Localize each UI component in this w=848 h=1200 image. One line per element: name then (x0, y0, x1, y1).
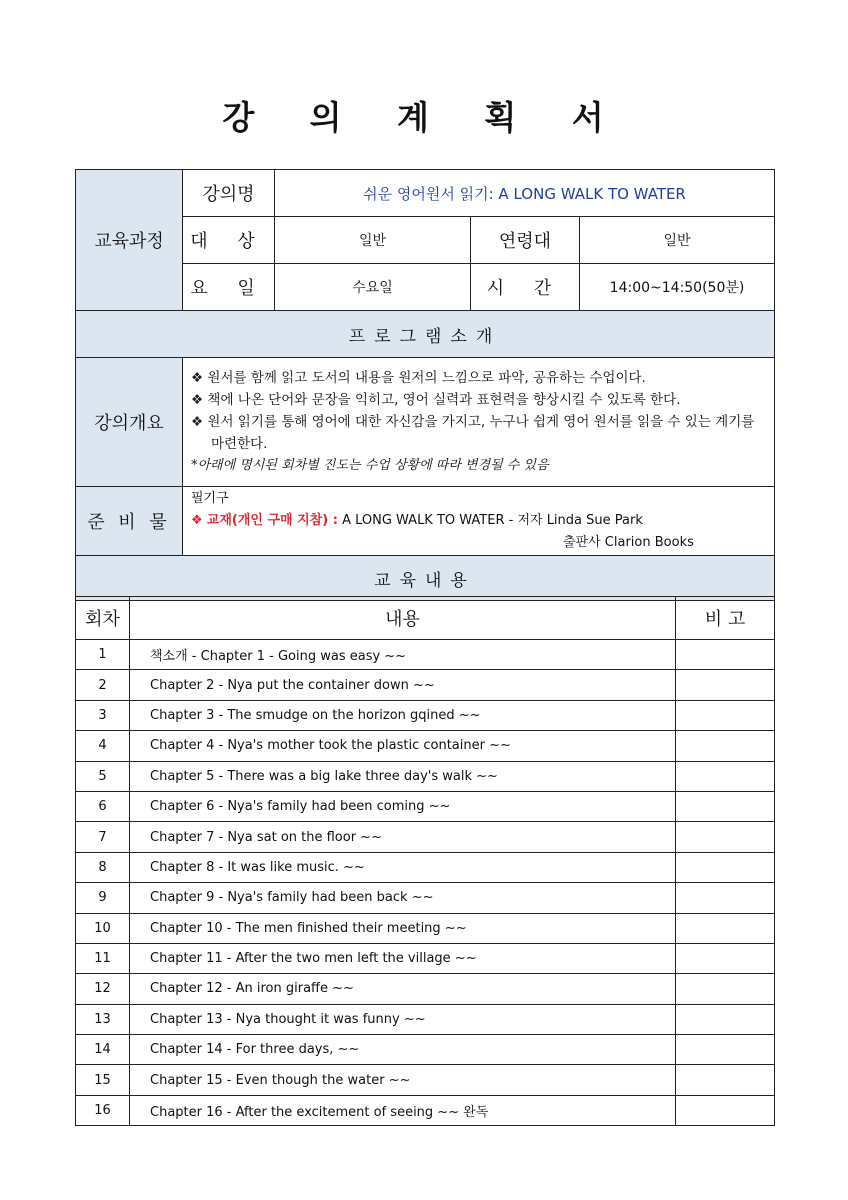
col-note-header: 비 고 (676, 597, 775, 640)
session-number: 1 (76, 640, 130, 670)
table-row (76, 883, 775, 913)
session-number: 14 (76, 1035, 130, 1065)
overview-label: 강의개요 (76, 358, 183, 487)
day-value: 수요일 (275, 264, 471, 311)
session-number: 8 (76, 852, 130, 882)
preparation-line1: 필기구 (191, 491, 229, 506)
session-number: 6 (76, 791, 130, 821)
table-row (76, 913, 775, 943)
session-number: 12 (76, 974, 130, 1004)
overview-item: ❖ 원서 읽기를 통해 영어에 대한 자신감을 가지고, 누구나 쉽게 영어 원서를 읽을 수 있는 계기를 마련한다. (191, 414, 755, 452)
section-label: 교육과정 (76, 170, 183, 311)
col-session-header: 회차 (76, 597, 130, 640)
session-content: Chapter 6 - Nya's family had been coming ~~ (130, 791, 676, 821)
session-number: 10 (76, 913, 130, 943)
table-row (76, 1095, 775, 1125)
textbook-label: 교재(개인 구매 지참) : (206, 513, 338, 528)
diamond-bullet-icon: ❖ (191, 392, 204, 408)
session-content: Chapter 9 - Nya's family had been back ~~ (130, 883, 676, 913)
session-number: 4 (76, 731, 130, 761)
session-content: Chapter 2 - Nya put the container down ~~ (130, 670, 676, 700)
session-number: 2 (76, 670, 130, 700)
session-note (676, 1035, 775, 1065)
session-note (676, 670, 775, 700)
session-number: 9 (76, 883, 130, 913)
table-row (76, 640, 775, 670)
session-note (676, 700, 775, 730)
session-content: Chapter 10 - The men finished their meeting ~~ (130, 913, 676, 943)
session-number: 3 (76, 700, 130, 730)
session-note (676, 761, 775, 791)
session-note (676, 1095, 775, 1125)
table-row (76, 974, 775, 1004)
table-row (76, 731, 775, 761)
session-content: Chapter 4 - Nya's mother took the plastic container ~~ (130, 731, 676, 761)
target-value: 일반 (275, 217, 471, 264)
col-content-header: 내용 (130, 597, 676, 640)
diamond-bullet-icon: ❖ (191, 414, 204, 430)
session-content: Chapter 13 - Nya thought it was funny ~~ (130, 1004, 676, 1034)
session-note (676, 731, 775, 761)
session-content: Chapter 15 - Even though the water ~~ (130, 1065, 676, 1095)
publisher: 출판사 Clarion Books (563, 535, 694, 550)
session-note (676, 791, 775, 821)
textbook-value: A LONG WALK TO WATER - 저자 Linda Sue Park (342, 513, 643, 528)
session-content: Chapter 8 - It was like music. ~~ (130, 852, 676, 882)
session-note (676, 943, 775, 973)
page-title: 강 의 계 획 서 (222, 98, 626, 137)
session-number: 16 (76, 1095, 130, 1125)
diamond-bullet-icon: ❖ (191, 513, 203, 528)
session-content: Chapter 7 - Nya sat on the floor ~~ (130, 822, 676, 852)
textbook-line (191, 510, 766, 532)
session-content: Chapter 11 - After the two men left the village ~~ (130, 943, 676, 973)
session-number: 11 (76, 943, 130, 973)
session-note (676, 974, 775, 1004)
table-row (76, 822, 775, 852)
target-label: 대 상 (183, 217, 275, 264)
session-number: 13 (76, 1004, 130, 1034)
table-row (76, 1004, 775, 1034)
time-label: 시 간 (471, 264, 580, 311)
schedule-body (76, 640, 775, 1126)
age-label: 연령대 (471, 217, 580, 264)
session-note (676, 1065, 775, 1095)
program-intro-band: 프로그램소개 (76, 311, 775, 358)
education-content-band: 교육내용 (76, 556, 775, 601)
session-number: 5 (76, 761, 130, 791)
age-value: 일반 (580, 217, 775, 264)
table-row (76, 791, 775, 821)
course-name-label: 강의명 (183, 170, 275, 217)
time-value: 14:00~14:50(50분) (580, 264, 775, 311)
schedule-table (75, 596, 775, 1126)
table-row (76, 670, 775, 700)
table-row (76, 700, 775, 730)
session-content: Chapter 12 - An iron giraffe ~~ (130, 974, 676, 1004)
session-number: 7 (76, 822, 130, 852)
session-note (676, 640, 775, 670)
session-note (676, 1004, 775, 1034)
session-note (676, 883, 775, 913)
day-label: 요 일 (183, 264, 275, 311)
session-number: 15 (76, 1065, 130, 1095)
overview-item: ❖ 책에 나온 단어와 문장을 익히고, 영어 실력과 표현력을 향상시킬 수 있도록 한다. (191, 392, 681, 408)
table-row (76, 852, 775, 882)
session-content: Chapter 16 - After the excitement of seeing ~~ 완독 (130, 1095, 676, 1125)
session-content: Chapter 3 - The smudge on the horizon gqined ~~ (130, 700, 676, 730)
session-note (676, 852, 775, 882)
course-info-table (75, 169, 775, 601)
diamond-bullet-icon: ❖ (191, 370, 204, 386)
table-row (76, 1065, 775, 1095)
session-note (676, 913, 775, 943)
overview-content (183, 358, 775, 487)
session-content: Chapter 14 - For three days, ~~ (130, 1035, 676, 1065)
session-content: 책소개 - Chapter 1 - Going was easy ~~ (130, 640, 676, 670)
preparation-label: 준 비 물 (76, 487, 183, 556)
session-note (676, 822, 775, 852)
course-name: 쉬운 영어원서 읽기: A LONG WALK TO WATER (275, 170, 775, 217)
overview-item: ❖ 원서를 함께 읽고 도서의 내용을 원저의 느낌으로 파악, 공유하는 수업이다. (191, 370, 646, 386)
table-row (76, 761, 775, 791)
table-row (76, 1035, 775, 1065)
session-content: Chapter 5 - There was a big lake three day's walk ~~ (130, 761, 676, 791)
preparation-content (183, 487, 775, 556)
table-row (76, 943, 775, 973)
overview-note: *아래에 명시된 회차별 진도는 수업 상황에 따라 변경될 수 있음 (191, 458, 549, 473)
